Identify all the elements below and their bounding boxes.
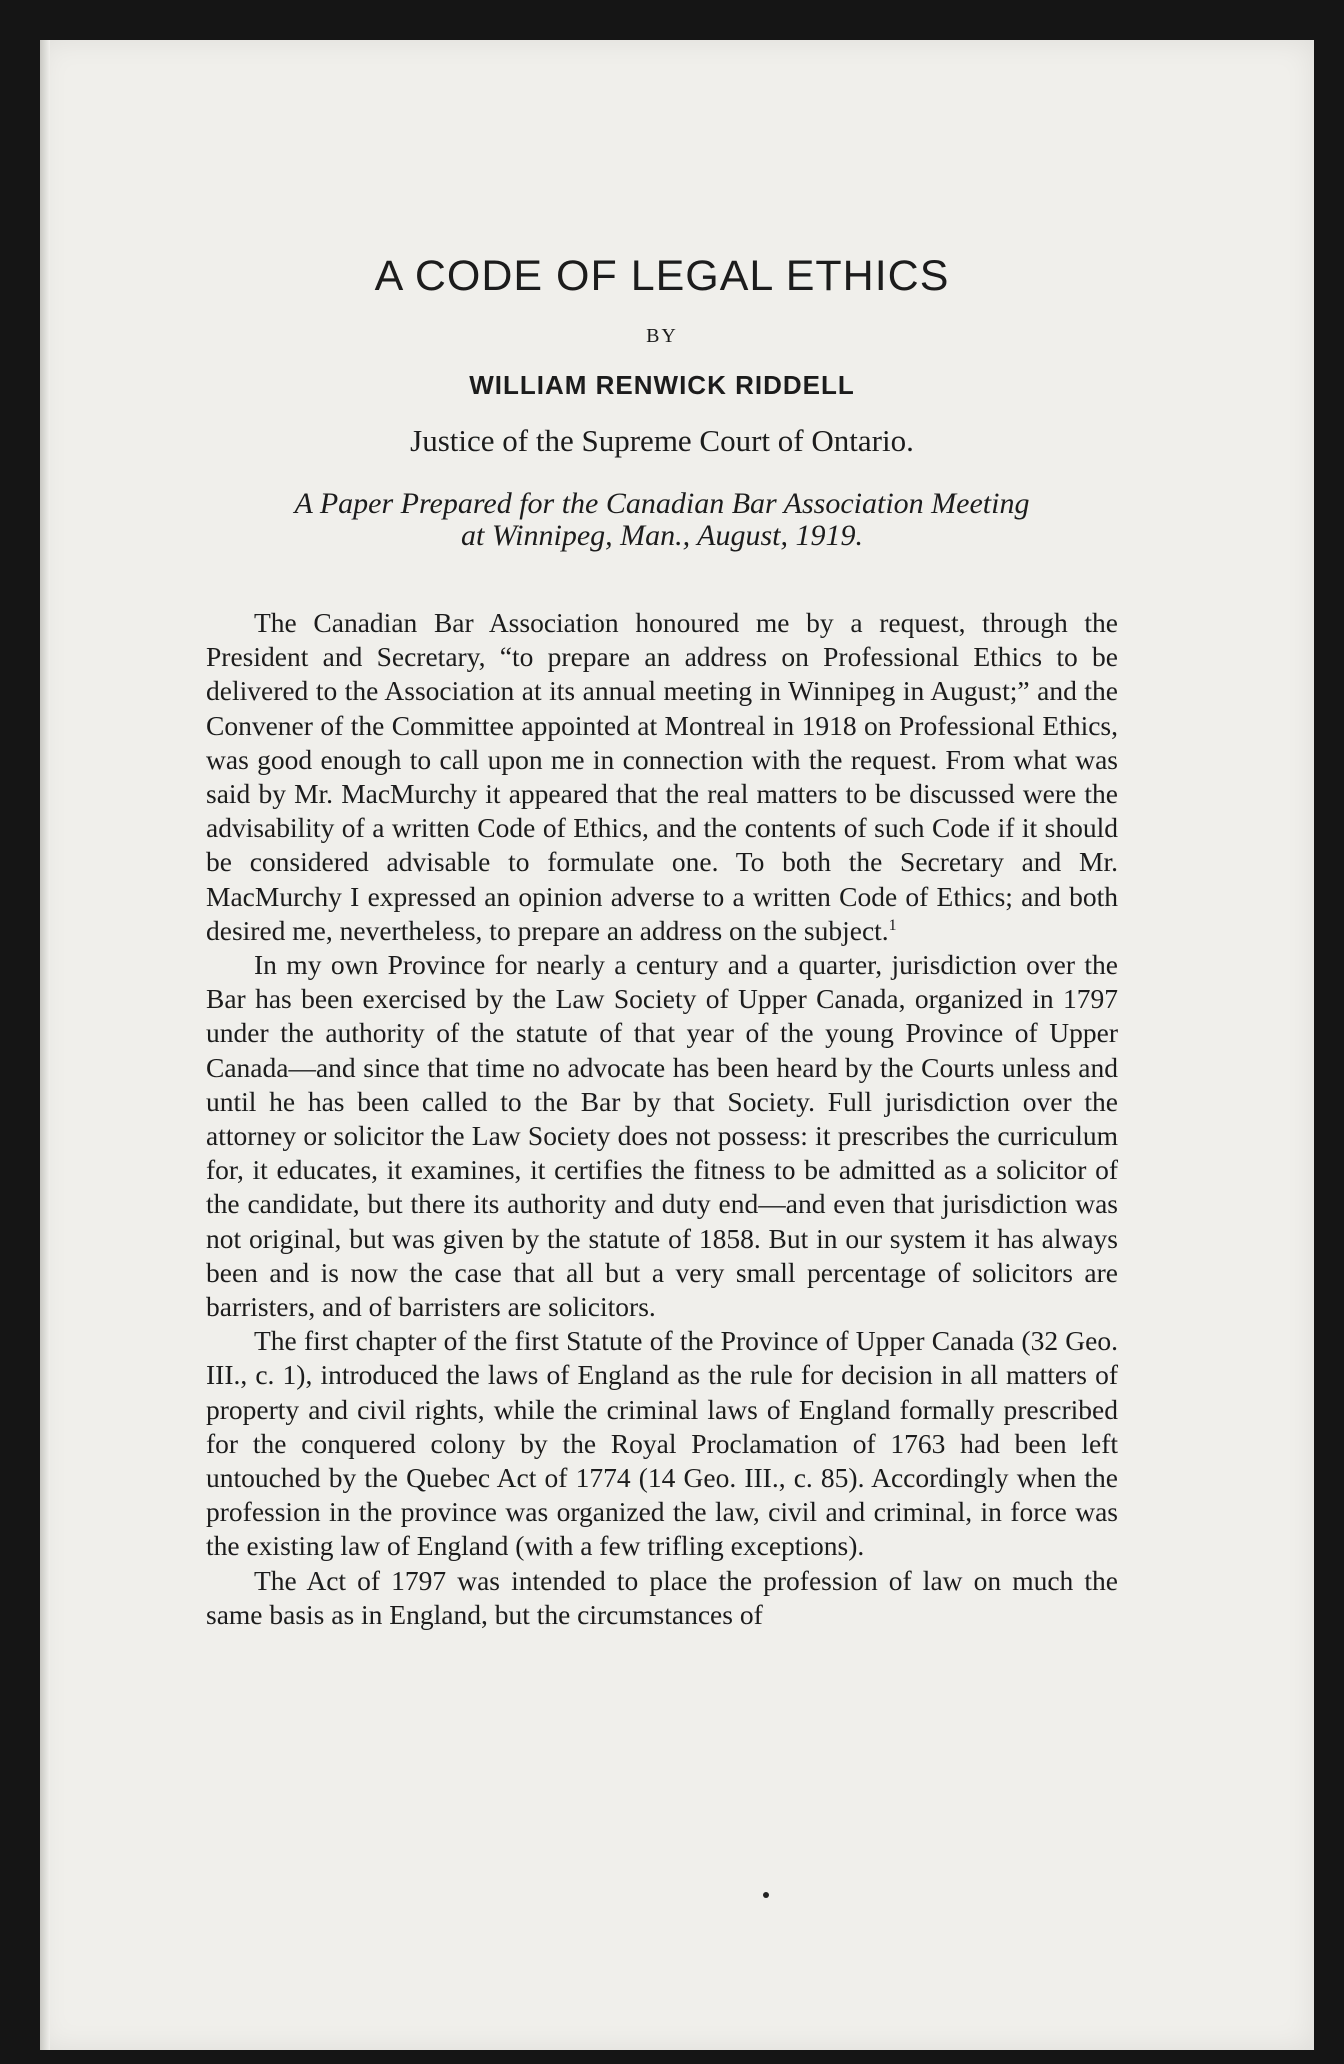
scan-speck	[763, 1892, 769, 1898]
author-name: WILLIAM RENWICK RIDDELL	[469, 370, 855, 400]
paragraph-4: The Act of 1797 was intended to place the profession of law on much the same basis as in England, but the circumstances of	[206, 1564, 1118, 1630]
author-affiliation: Justice of the Supreme Court of Ontario.	[410, 423, 914, 458]
paragraph-1	[206, 606, 1118, 948]
paper-note-line-1: A Paper Prepared for the Canadian Bar Association Meeting	[294, 487, 1030, 520]
paper-note	[206, 488, 1118, 552]
paragraph-1-text: The Canadian Bar Association honoured me by a request, through the President and Secretary, “to prepare an address on Professional Ethics to be delivered to the Association at its annual meeting in Winnipeg in August;” and the Convener of the Committee appointed at Montreal in 1918 on Professional Ethics, was good enough to call upon me in connection with the request. From what was said by Mr. MacMurchy it appeared that the real matters to be discussed were the advisability of a written Code of Ethics, and the contents of such Code if it should be considered advisable to formulate one. To both the Secretary and Mr. MacMurchy I expressed an opinion adverse to a written Code of Ethics; and both desired me, nevertheless, to prepare an address on the subject.	[206, 607, 1118, 946]
paragraph-2: In my own Province for nearly a century and a quarter, jurisdiction over the Bar has been exercised by the Law Society of Upper Canada, organized in 1797 under the authority of the statute of that year of the young Province of Upper Canada—and since that time no advocate has been heard by the Courts unless and until he has been called to the Bar by that Society. Full jurisdiction over the attorney or solicitor the Law Society does not possess: it prescribes the curriculum for, it educates, it examines, it certifies the fitness to be admitted as a solicitor of the candidate, but there its authority and duty end—and even that jurisdiction was not original, but was given by the statute of 1858. But in our system it has always been and is now the case that all but a very small percentage of solicitors are barristers, and of barristers are solicitors.	[206, 949, 1118, 1323]
paper-note-line-2: at Winnipeg, Man., August, 1919.	[461, 519, 863, 552]
page-edge	[40, 40, 50, 2050]
footnote-marker: 1	[888, 916, 897, 934]
document-title: A CODE OF LEGAL ETHICS	[374, 252, 950, 300]
body-text	[206, 606, 1118, 1632]
page	[40, 40, 1314, 2050]
byline-label: BY	[646, 325, 678, 347]
paragraph-3: The first chapter of the first Statute of the Province of Upper Canada (32 Geo. III., c. 1), introduced the laws of England as the rule for decision in all matters of property and civil rights, while the criminal laws of England formally prescribed for the conquered colony by the Royal Proclamation of 1763 had been left untouched by the Quebec Act of 1774 (14 Geo. III., c. 85). Accordingly when the profession in the province was organized the law, civil and criminal, in force was the existing law of England (with a few trifling exceptions).	[206, 1325, 1118, 1562]
